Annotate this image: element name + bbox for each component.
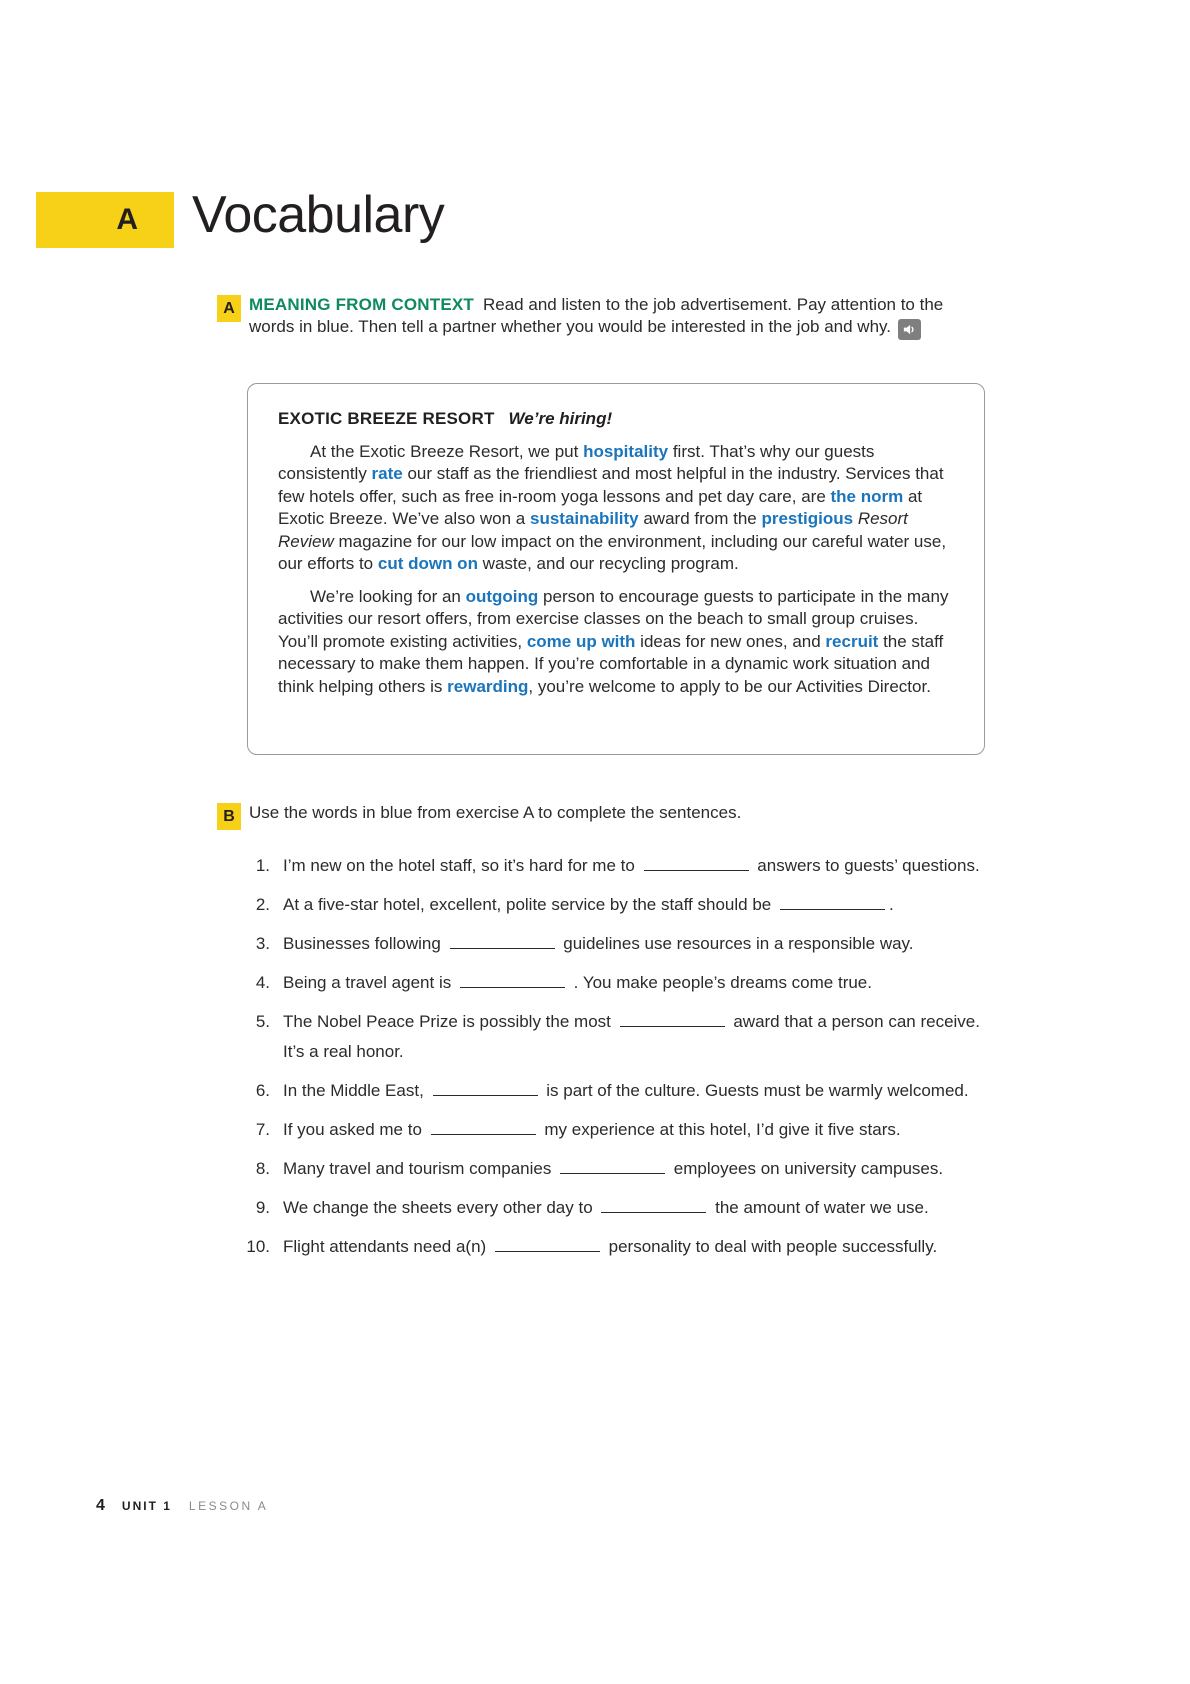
sentence-item: [217, 1115, 990, 1145]
fill-in-blank: [601, 1212, 706, 1213]
exercise-b-list: [217, 851, 990, 1271]
vocabulary-word: prestigious: [761, 509, 854, 528]
item-number: 4.: [255, 973, 270, 992]
item-pre-text: The Nobel Peace Prize is possibly the most: [283, 1012, 616, 1031]
section-letter-tab: [36, 192, 174, 248]
ad-text: first. That’s why our guests consistently: [278, 441, 875, 483]
vocabulary-word: come up with: [526, 631, 636, 651]
item-pre-text: In the Middle East,: [283, 1081, 429, 1100]
fill-in-blank: [460, 987, 565, 988]
item-post-text: answers to guests’ questions.: [752, 856, 980, 875]
ad-text: magazine for our low impact on the environment, including our careful water use, our efforts to: [278, 531, 947, 573]
ad-text: at Exotic Breeze. We’ve also won a: [278, 486, 923, 528]
magazine-title: Resort Review: [278, 509, 908, 551]
ad-paragraph: [278, 586, 954, 699]
item-pre-text: Businesses following: [283, 934, 446, 953]
item-post-text: . You make people’s dreams come true.: [568, 973, 872, 992]
ad-text: the staff necessary to make them happen. If you’re comfortable in a dynamic work situation and think helping others is: [278, 631, 944, 696]
item-number: 7.: [255, 1120, 270, 1139]
ad-subtitle: We’re hiring!: [508, 409, 613, 428]
exercise-a-instructions: [249, 294, 991, 340]
fill-in-blank: [450, 948, 555, 949]
sentence-item: [217, 968, 990, 998]
item-number: 8.: [255, 1159, 270, 1178]
ad-text: person to encourage guests to participate in the many activities our resort offers, from exercise classes on the beach to small group cruises. You’ll promote existing activities,: [278, 586, 949, 651]
item-text: [283, 851, 990, 881]
fill-in-blank: [644, 870, 749, 871]
sentence-item: [217, 929, 990, 959]
fill-in-blank: [780, 909, 885, 910]
item-pre-text: If you asked me to: [283, 1120, 427, 1139]
ad-paragraphs: [278, 441, 954, 699]
item-text: [283, 890, 990, 920]
sentence-item: [217, 1193, 990, 1223]
ad-text: waste, and our recycling program.: [477, 554, 739, 573]
item-pre-text: Being a travel agent is: [283, 973, 456, 992]
ad-paragraph: [278, 441, 954, 576]
item-pre-text: At a five-star hotel, excellent, polite service by the staff should be: [283, 895, 776, 914]
item-text: [283, 1232, 990, 1262]
fill-in-blank: [433, 1095, 538, 1096]
fill-in-blank: [431, 1134, 536, 1135]
footer-lesson: LESSON A: [188, 1499, 269, 1513]
exercise-a-heading: MEANING FROM CONTEXT: [249, 295, 474, 314]
job-advertisement-box: [247, 383, 985, 755]
speaker-icon: [898, 319, 921, 340]
vocabulary-word: rewarding: [447, 676, 529, 696]
vocabulary-word: hospitality: [583, 441, 669, 461]
item-text: [283, 1076, 990, 1106]
exercise-a-instruction-text: Read and listen to the job advertisement. Pay attention to the words in blue. Then tell a partner whether you would be interested in the job and why.: [249, 295, 944, 336]
fill-in-blank: [495, 1251, 600, 1252]
item-pre-text: Many travel and tourism companies: [283, 1159, 557, 1178]
exercise-a: [217, 294, 1007, 340]
item-text: [283, 1193, 990, 1223]
ad-text: We’re looking for an: [310, 586, 466, 606]
page-number: 4: [96, 1497, 105, 1514]
page-footer: [96, 1497, 268, 1515]
item-number: 3.: [255, 934, 270, 953]
section-letter: A: [116, 203, 138, 236]
item-text: [283, 929, 990, 959]
sentence-item: [217, 1154, 990, 1184]
item-post-text: personality to deal with people successfully.: [603, 1237, 938, 1256]
item-post-text: the amount of water we use.: [710, 1198, 929, 1217]
vocabulary-word: rate: [371, 464, 403, 483]
item-text: [283, 1115, 990, 1145]
ad-text: our staff as the friendliest and most helpful in the industry. Services that few hotels offer, such as free in-room yoga lessons and pet day care, are: [278, 464, 944, 506]
item-number: 10.: [246, 1237, 270, 1256]
item-post-text: employees on university campuses.: [669, 1159, 944, 1178]
ad-text: award from the: [638, 509, 762, 528]
sentence-item: [217, 1232, 990, 1262]
vocabulary-word: sustainability: [529, 509, 639, 528]
vocabulary-word: cut down on: [377, 554, 478, 573]
item-text: [283, 968, 990, 998]
footer-unit: UNIT 1: [121, 1499, 172, 1513]
item-number: 5.: [255, 1012, 270, 1031]
item-pre-text: I’m new on the hotel staff, so it’s hard for me to: [283, 856, 640, 875]
exercise-b-instruction-text: Use the words in blue from exercise A to complete the sentences.: [249, 803, 742, 822]
item-post-text: is part of the culture. Guests must be warmly welcomed.: [541, 1081, 969, 1100]
ad-title: EXOTIC BREEZE RESORT: [278, 409, 495, 428]
fill-in-blank: [560, 1173, 665, 1174]
exercise-a-badge: A: [217, 295, 241, 322]
item-number: 1.: [255, 856, 270, 875]
item-number: 2.: [255, 895, 270, 914]
fill-in-blank: [620, 1026, 725, 1027]
item-pre-text: We change the sheets every other day to: [283, 1198, 598, 1217]
item-post-text: my experience at this hotel, I’d give it five stars.: [539, 1120, 901, 1139]
exercise-b-badge: B: [217, 803, 241, 830]
sentence-item: [217, 890, 990, 920]
vocabulary-word: outgoing: [465, 586, 539, 606]
item-number: 9.: [255, 1198, 270, 1217]
page-title: Vocabulary: [192, 186, 445, 244]
sentence-item: [217, 851, 990, 881]
ad-text: , you’re welcome to apply to be our Activities Director.: [528, 676, 931, 696]
vocabulary-word: recruit: [825, 631, 879, 651]
ad-text: At the Exotic Breeze Resort, we put: [310, 441, 584, 461]
exercise-b: [217, 802, 1007, 830]
item-text: [283, 1154, 990, 1184]
item-post-text: guidelines use resources in a responsible way.: [558, 934, 914, 953]
item-post-text: .: [888, 895, 894, 914]
sentence-item: [217, 1007, 990, 1067]
sentence-item: [217, 1076, 990, 1106]
vocabulary-word: the norm: [830, 486, 904, 506]
item-post-text: award that a person can receive. It’s a real honor.: [283, 1012, 980, 1061]
ad-title-line: [278, 408, 954, 431]
ad-text: ideas for new ones, and: [635, 631, 826, 651]
item-text: [283, 1007, 990, 1067]
item-pre-text: Flight attendants need a(n): [283, 1237, 491, 1256]
item-number: 6.: [255, 1081, 270, 1100]
